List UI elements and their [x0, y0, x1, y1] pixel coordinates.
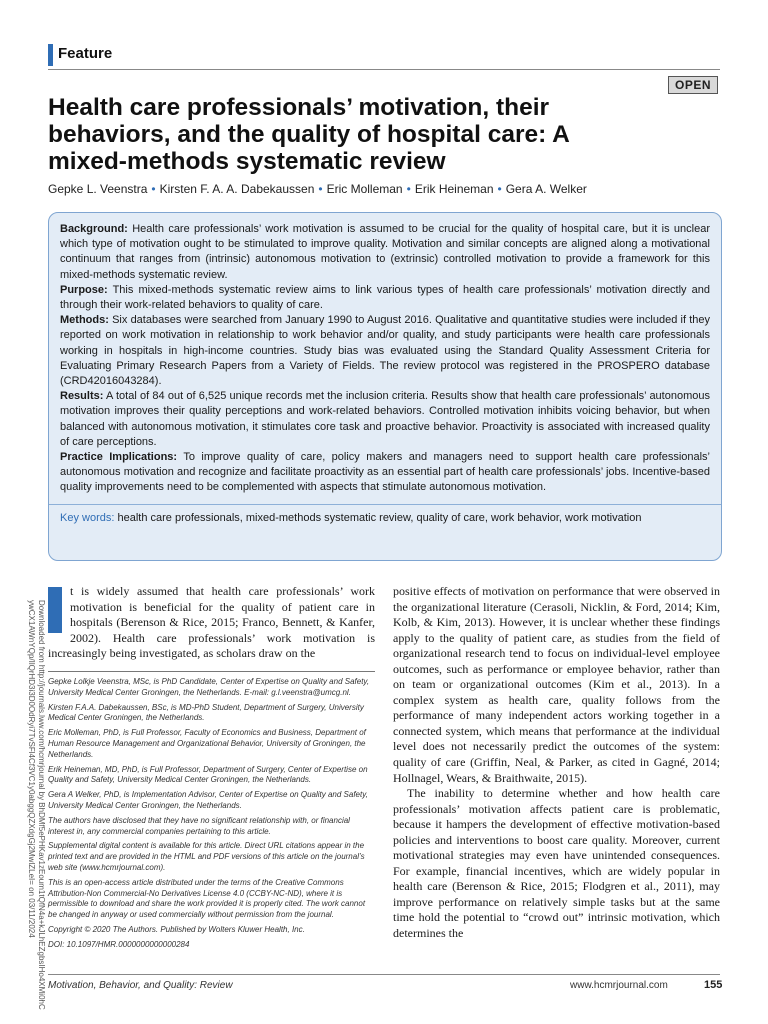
disclosure-note: The authors have disclosed that they have no significant relationship with, or financial interest in, any commercial companies pertaining to this article.	[48, 815, 350, 836]
body-paragraph: The inability to determine whether and how health care professionals’ motivation affects patient care is problematic, because it hampers the development of effective motivation-based policies and interventions to boost care quality. Moreover, current motivational strategies may even have unintended consequences. For example, financial incentives, which are widely popular in health care (Berenson & Rice, 2015; Flodgren et al., 2011), may improve performance on relatively simple tasks but at the same time hold the potential to “crowd out” intrinsic motivation, which determines the	[393, 786, 720, 941]
abstract-purpose: Purpose: This mixed-methods systematic review aims to link various types of health care professionals’ motivation directly and through their work-related behaviors to quality of care.	[60, 283, 710, 312]
body-column-right	[393, 584, 720, 942]
body-paragraph: t is widely assumed that health care professionals’ work motivation is beneficial for the quality of patient care in hospitals (Berenson & Rice, 2015; Franco, Bennett, & Kanfer, 2002). Health care professionals’ work motivation is increasingly being investigated, as scholars draw on the	[48, 584, 375, 661]
author-affiliations	[48, 677, 375, 955]
abstract-practice-implications: Practice Implications: To improve quality of care, policy makers and managers need to support health care professionals’ autonomous motivation and recognize and facilitate proactivity as an essential part of health care professionals’ jobs. Incentive-based quality improvements need to be complemented with aspects that stimulate autonomous motivation.	[60, 451, 710, 494]
abstract-background: Background: Health care professionals’ work motivation is assumed to be crucial for the quality of hospital care, but it is unclear which type of motivation ought to be stimulated to improve quality. Motivation and similar concepts are aligned along a motivational continuum that ranges from (intrinsic) autonomous motivation to (extrinsic) controlled motivation to provide a framework for this mixed-methods systematic review.	[60, 223, 710, 281]
download-watermark	[27, 600, 46, 1010]
affiliation-note: Eric Molleman, PhD, is Full Professor, Faculty of Economics and Business, Department of Human Resource Management and Organizational Behavior, University of Groningen, the Netherlands.	[48, 728, 366, 759]
section-marker	[48, 44, 53, 66]
affiliation-note: Erik Heineman, MD, PhD, is Full Professor, Department of Surgery, Center of Expertise on Quality and Safety, University Medical Center Groningen, the Netherlands.	[48, 764, 368, 785]
bullet-separator: •	[318, 182, 323, 196]
article-title: Health care professionals’ motivation, their behaviors, and the quality of hospital care: A mixed-methods systematic review	[48, 94, 569, 175]
running-footer-title: Motivation, Behavior, and Quality: Review	[48, 980, 233, 991]
abstract-keywords: Key words: health care professionals, mixed-methods systematic review, quality of care, work behavior, work motivation	[60, 511, 642, 524]
affiliation-note: Kirsten F.A.A. Dabekaussen, BSc, is MD-PhD Student, Department of Surgery, University Medical Center Groningen, the Netherlands.	[48, 702, 364, 723]
author-name: Gera A. Welker	[505, 182, 587, 196]
section-label: Feature	[58, 45, 113, 62]
header-divider	[48, 69, 720, 70]
copyright-note: Copyright © 2020 The Authors. Published by Wolters Kluwer Health, Inc.	[48, 924, 305, 934]
author-name: Gepke L. Veenstra	[48, 182, 148, 196]
journal-url[interactable]: www.hcmrjournal.com	[570, 980, 668, 991]
download-watermark-line: ywCX1AWnYQp/IlQrHD3i3D0OdRyi7TvSFl4Cf3VC1y0abggQZXdgGj2MwlZLeI= on 03/11/2024	[27, 600, 36, 938]
footer-divider	[48, 974, 720, 975]
drop-cap-marker	[48, 587, 62, 633]
download-watermark-line: Downloaded from http://journals.lww.com/hcmrjournal by BhDMf5ePHKav1zEoum1tQfN4a+kJLhEZgbsIHo4XMi0hC	[37, 600, 46, 1010]
author-name: Eric Molleman	[326, 182, 403, 196]
affiliation-divider	[48, 671, 375, 672]
license-note: This is an open-access article distributed under the terms of the Creative Commons Attribution-Non Commercial-No Derivatives License 4.0 (CCBY-NC-ND), where it is permissible to download and share the work provided it is properly cited. The work cannot be changed in anyway or used commercially without permission from the journal.	[48, 877, 366, 920]
abstract-box	[48, 212, 722, 561]
abstract-methods: Methods: Six databases were searched from January 1990 to August 2016. Qualitative and quantitative studies were included if they reported on work motivation in relationship to work behavior and/or quality, and study participants were health care professionals working in hospitals in high-income countries. Study bias was evaluated using the Standard Quality Assessment Criteria for Evaluating Primary Research Papers from a Variety of Fields. The review protocol was registered in the PROSPERO database (CRD42016043284).	[60, 314, 710, 388]
author-name: Erik Heineman	[414, 182, 494, 196]
bullet-separator: •	[151, 182, 156, 196]
bullet-separator: •	[497, 182, 502, 196]
doi-note: DOI: 10.1097/HMR.0000000000000284	[48, 939, 190, 949]
affiliation-note: Gera A Welker, PhD, is Implementation Advisor, Center of Expertise on Quality and Safety, University Medical Center Groningen, the Netherlands.	[48, 790, 368, 810]
body-column-left	[48, 584, 375, 662]
open-access-badge: OPEN	[668, 76, 718, 94]
bullet-separator: •	[406, 182, 411, 196]
abstract-results: Results: A total of 84 out of 6,525 unique records met the inclusion criteria. Results show that health care professionals’ autonomous motivation improves their quality perceptions and work-related behaviors. Controlled motivation inhibits voicing behavior, but when balanced with autonomous motivation, it stimulates core task and proactive behavior. Proactivity is associated with increased quality of care perceptions.	[60, 390, 710, 448]
keywords-divider	[49, 504, 721, 505]
author-list	[48, 182, 728, 196]
page-number: 155	[704, 979, 723, 991]
affiliation-note: Gepke Lolkje Veenstra, MSc, is PhD Candidate, Center of Expertise on Quality and Safety, University Medical Center Groningen, the Netherlands. E-mail: g.l.veenstra@umcg.nl.	[48, 677, 370, 697]
supplemental-note: Supplemental digital content is available for this article. Direct URL citations appear in the printed text and are provided in the HTML and PDF versions of this article on the journal’s web site (www.hcmrjournal.com).	[48, 841, 365, 872]
body-paragraph: positive effects of motivation on performance that were observed in the organizational literature (Cerasoli, Nicklin, & Ford, 2014; Kim, Kolb, & Kim, 2013). However, it is unclear whether these findings apply to the quality of patient care, as studies from the field of organizational research tend to focus on individual-level employee outcomes, such as performance or employee behavior, rather than on team or organizational outcomes (Kim et al., 2013). In a complex system as health care, quality follows from the performance of many independent actors working together in a connected system, which means that performance at the individual level does not necessarily predict the outcomes of the system: quality of care (Griffin, Neal, & Parker, as cited in Gagné, 2014; Hollnagel, Wears, & Braithwaite, 2015).	[393, 584, 720, 785]
author-name: Kirsten F. A. A. Dabekaussen	[159, 182, 315, 196]
